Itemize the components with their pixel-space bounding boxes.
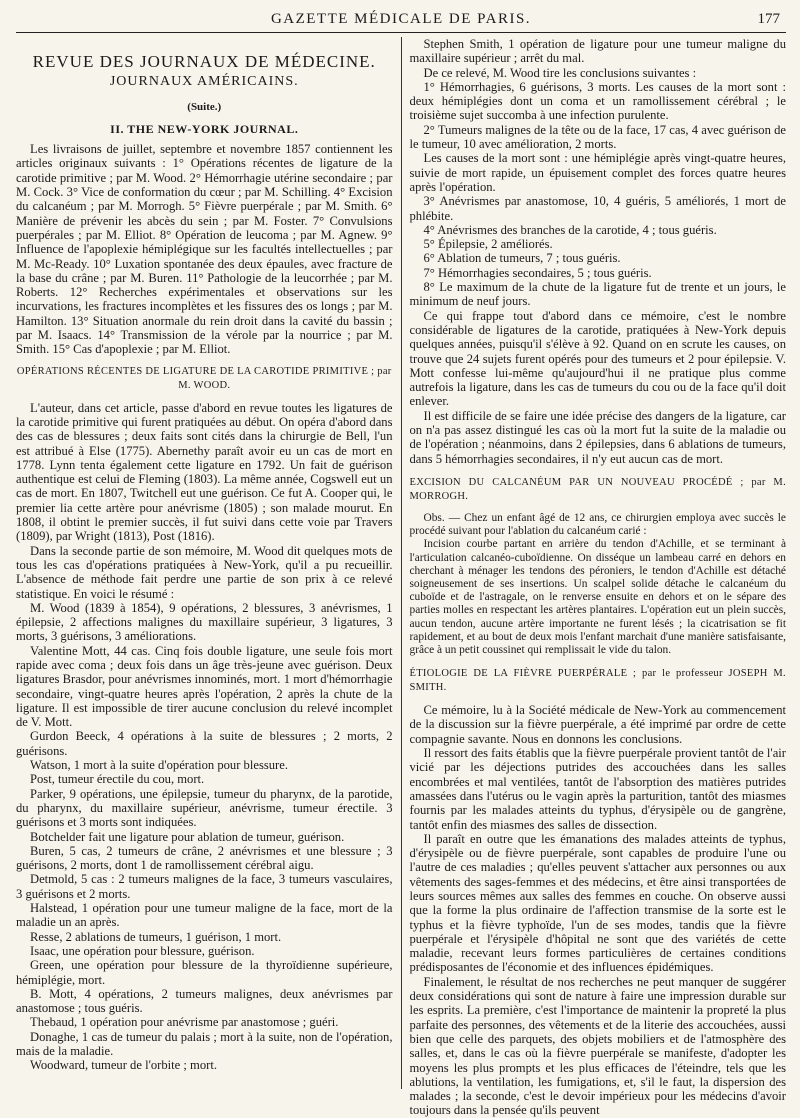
case-entry: Green, une opération pour blessure de la thyroïdienne supérieure, hémiplégie, mort. [16, 958, 393, 987]
right-column [402, 37, 787, 1118]
journal-title: GAZETTE MÉDICALE DE PARIS. [270, 11, 532, 27]
paragraph: Il est difficile de se faire une idée précise des dangers de la ligature, car on n'a pas assez distingué les cas où la mort fut la suite de la maladie ou de l'opération ; néanmoins, dans 2 épilepsies, dans 6 ablations de tumeurs, dans 5 hémorrhagies secondaires, il n'y eut aucun cas de mort. [409, 408, 786, 466]
intro-paragraph: Les livraisons de juillet, septembre et novembre 1857 contiennent les articles originaux suivants : 1° Opérations récentes de ligature de la carotide primitive ; par M. Wood. 2° Hémorrhagie utérine secondaire ; par M. Cock. 3° Vice de conformation du cœur ; par M. Schilling. 4° Excision du calcanéum ; par M. Morrogh. 5° Fièvre puerpérale ; par M. Smith. 6° Manière de prévenir les abcès du sein ; par M. Foster. 7° Convulsions puerpérales ; par M. Elliot. 8° Opération de leucoma ; par M. Agnew. 9° Influence de l'apoplexie hémiplégique sur les facultés intellectuelles ; par M. Mc-Ready. 10° Luxation spontanée des deux épaules, avec fracture de la base du crâne ; par M. Buren. 11° Pathologie de la leucorrhée ; par M. Roberts. 12° Recherches expérimentales et observations sur les incurvations, les fractures incomplètes et les fissures des os longs ; par M. Hamilton. 13° Situation anormale du rein droit dans la cavité du bassin ; par M. Isaacs. 14° Transmission de la vérole par la nourrice ; par M. Smith. 15° Cas d'apoplexie ; par M. Elliot. [16, 142, 393, 357]
section-title: REVUE DES JOURNAUX DE MÉDECINE. [32, 52, 376, 71]
case-entry: Gurdon Beeck, 4 opérations à la suite de blessures ; 2 morts, 2 guérisons. [16, 729, 393, 758]
case-entry: Woodward, tumeur de l'orbite ; mort. [30, 1058, 217, 1073]
paragraph: Il paraît en outre que les émanations des malades atteints de typhus, d'érysipèle ou de fièvre puerpérale, sont capables de produire l'une ou l'autre de ces maladies ; qu'elles peuvent s'attacher aux personnes ou aux vêtements des sages-femmes et des médecins, et être ainsi transportées de leurs sources mêmes aux salles des femmes en couche. On observe aussi que la forme la plus ordinaire de l'affection transmise de la sorte est le typhus et la fièvre typhoïde, l'un de ses modes, tandis que la fièvre puerpérale et l'érysipèle d'hôpital ne sont que des variétés de cette maladie, recevant leurs formes particulières de certaines conditions prédisposantes de l'économie et des influences épidémiques. [409, 831, 786, 975]
case-entry: M. Wood (1839 à 1854), 9 opérations, 2 blessures, 3 anévrismes, 1 épilepsie, 2 affections malignes du maxillaire supérieur, 3 ligatures, 3 morts, 3 guérisons, 3 améliorations. [16, 600, 393, 644]
paragraph: Dans la seconde partie de son mémoire, M. Wood dit quelques mots de tous les cas d'opérations pratiquées à New-York, qu'il a pu recueillir. L'absence de méthode fait perdre une partie de son prix à ce relevé statistique. En voici le résumé : [16, 543, 393, 601]
conclusion-item: 3° Anévrismes par anastomose, 10, 4 guéris, 5 améliorés, 1 mort de phlébite. [409, 194, 786, 223]
case-entry: Isaac, une opération pour blessure, guérison. [30, 943, 255, 958]
paragraph: Ce mémoire, lu à la Société médicale de New-York au commencement de la discussion sur la fièvre puerpérale, a été imprimé par ordre de cette compagnie savante. Nous en donnons les conclusions. [409, 703, 786, 746]
running-head [16, 8, 786, 33]
left-column [16, 37, 402, 1089]
article-heading-excision: EXCISION DU CALCANÉUM PAR UN NOUVEAU PROCÉDÉ ; par M. MORROGH. [409, 476, 786, 502]
paragraph: Finalement, le résultat de nos recherches ne peut manquer de suggérer deux considérations qui sont de nature à faire une impression durable sur les esprits. La première, c'est l'importance de maintenir la propreté la plus parfaite des personnes, des vêtements et de la literie des accouchées, aussi bien que celle des parquets, des objets mobiliers et de l'atmosphère des salles, et, dans le cas où la fièvre puerpérale se manifeste, d'adopter les moyens les plus prompts et les plus efficaces de l'éteindre, tels que les ablutions, la ventilation, les fumigations, et, s'il le faut, la dispersion des malades ; la seconde, c'est le devoir impérieux pour les médecins d'avoir toujours dans la pensée qu'ils peuvent [409, 974, 786, 1118]
conclusion-item: 6° Ablation de tumeurs, 7 ; tous guéris. [423, 251, 621, 266]
case-entry: Stephen Smith, 1 opération de ligature pour une tumeur maligne du maxillaire supérieur ; arrêt du mal. [409, 37, 786, 66]
case-entry: Parker, 9 opérations, une épilepsie, tumeur du pharynx, de la parotide, du pharynx, du maxillaire supérieur, anévrisme, tumeur érectile. 3 guérisons et 3 morts sont indiquées. [16, 786, 393, 830]
conclusion-item: 7° Hémorrhagies secondaires, 5 ; tous guéris. [423, 265, 652, 280]
case-entry: Detmold, 5 cas : 2 tumeurs malignes de la face, 3 tumeurs vasculaires, 3 guérisons et 2 morts. [16, 872, 393, 901]
case-entry: Watson, 1 mort à la suite d'opération pour blessure. [30, 758, 288, 773]
case-entry: B. Mott, 4 opérations, 2 tumeurs malignes, deux anévrismes par anastomose ; tous guéris. [16, 986, 393, 1016]
text-columns [16, 37, 786, 1118]
continued-label: (Suite.) [187, 100, 222, 113]
case-entry: Halstead, 1 opération pour une tumeur maligne de la face, mort de la maladie un an après. [16, 901, 393, 930]
conclusion-item: 1° Hémorrhagies, 6 guérisons, 3 morts. Les causes de la mort sont : deux hémiplégies dont un coma et un ramollissement cérébral ; le troisième sujet succomba à une infection purulente. [409, 79, 786, 123]
observation-paragraph: Obs. — Chez un enfant âgé de 12 ans, ce chirurgien employa avec succès le procédé suivant pour l'ablation du calcanéum carié : [409, 511, 786, 538]
case-entry: Donaghe, 1 cas de tumeur du palais ; mort à la suite, non de l'opération, mais de la maladie. [16, 1029, 393, 1058]
observation-paragraph: Incision courbe partant en arrière du tendon d'Achille, et se terminant à l'articulation calcanéo-cuboïdienne. On disséque un lambeau carré en dehors en cherchant à ménager les tendons des péroniers, le tendon d'Achille est détaché soigneusement de ses insertions. Un scalpel solide détache le calcanéum du cuboïde et de l'astragale, on le renverse ensuite en dehors et on le sépare des parties molles en respectant les artères plantaires. L'opération eut un plein succès, aucun tendon, aucune artère importante ne furent lésés ; la cicatrisation se fit rapidement, et au bout de deux mois l'enfant marchait d'une manière satisfaisante, grâce à un petit coussinet qui remplissait le vide du talon. [409, 538, 786, 656]
section-subtitle: JOURNAUX AMÉRICAINS. [109, 74, 299, 90]
paragraph: Il ressort des faits établis que la fièvre puerpérale provient tantôt de l'air vicié par les déjections putrides des accouchées dans les salles encombrées et mal ventilées, tantôt de l'absorption des matières putrides amassées dans l'utérus ou le vagin après la parturition, tantôt des miasmes fournis par les malades atteints du typhus, d'érysipèle ou de gangrène, tantôt enfin des miasmes des salles de dissection. [409, 746, 786, 832]
case-entry: Valentine Mott, 44 cas. Cinq fois double ligature, une seule fois mort rapide avec coma ; deux fois dans un âge très-jeune avec guérison. Deux ligatures Brasdor, pour anévrismes innominés, mort. 1 mort d'hémorrhagie secondaire, vingt-quatre heures après l'opération, 2 après la chute de la ligature. Il est impossible de tirer aucune conclusion du relevé incomplet de V. Mott. [16, 643, 393, 730]
paragraph: Ce qui frappe tout d'abord dans ce mémoire, c'est le nombre considérable de ligatures de la carotide, pratiquées à New-York depuis quelques années, puisqu'il s'élève à 92. Quand on en scrute les causes, on trouve que 24 sujets furent opérés pour des tumeurs et 2 pour épilepsie. V. Mott confesse lui-même qu'aujourd'hui il ne pratique plus comme autrefois la ligature, dans les cas de tumeurs du cou ou de la face qu'il doit enlever. [409, 308, 786, 409]
paragraph: De ce relevé, M. Wood tire les conclusions suivantes : [423, 65, 697, 80]
case-entry: Thebaud, 1 opération pour anévrisme par anastomose ; guéri. [30, 1015, 339, 1030]
paragraph: Les causes de la mort sont : une hémiplégie après vingt-quatre heures, suivie de mort rapide, un épuisement complet des forces quatre heures après l'opération. [409, 151, 786, 194]
journal-heading: II. THE NEW-YORK JOURNAL. [110, 121, 299, 136]
article-heading-fievre: ÉTIOLOGIE DE LA FIÈVRE PUERPÉRALE ; par le professeur JOSEPH M. SMITH. [409, 668, 786, 694]
case-entry: Post, tumeur érectile du cou, mort. [30, 772, 205, 787]
conclusion-item: 8° Le maximum de la chute de la ligature fut de trente et un jours, le minimum de neuf jours. [409, 280, 786, 309]
case-entry: Botchelder fait une ligature pour ablation de tumeur, guérison. [30, 829, 345, 844]
case-entry: Buren, 5 cas, 2 tumeurs de crâne, 2 anévrismes et une blessure ; 3 guérisons, 2 morts, dont 1 de ramollissement cérébral aigu. [16, 843, 393, 873]
article-heading-carotide: OPÉRATIONS RÉCENTES DE LIGATURE DE LA CAROTIDE PRIMITIVE ; par M. WOOD. [16, 365, 392, 391]
case-entry: Resse, 2 ablations de tumeurs, 1 guérison, 1 mort. [30, 929, 282, 944]
conclusion-item: 4° Anévrismes des branches de la carotide, 4 ; tous guéris. [423, 222, 717, 237]
page-number: 177 [757, 11, 780, 27]
conclusion-item: 2° Tumeurs malignes de la tête ou de la face, 17 cas, 4 avec guérison de le tumeur, 10 avec amélioration, 2 morts. [409, 122, 786, 152]
paragraph: L'auteur, dans cet article, passe d'abord en revue toutes les ligatures de la carotide primitive qui furent pratiquées au début. On opéra d'abord dans des cas de blessures ; deux faits sont cités dans la chirurgie de Bell, l'un est attribué à Else (1775). Abernethy paraît avoir eu un cas de mort en 1778. Lynn tenta également cette ligature en 1792. Un fait de guérison authentique est celui de Fleming (1803). La même année, Cogswell eut un cas de mort. En 1807, Twitchell eut une guérison. Ce fut A. Cooper qui, le premier lia cette artère pour anévrisme (1805) ; son malade mourut. En 1808, il obtint le premier succès, il fut suivi dans cette voie par Travers (1809), par Wright (1813), Post (1816). [16, 400, 393, 544]
conclusion-item: 5° Épilepsie, 2 améliorés. [423, 237, 553, 252]
